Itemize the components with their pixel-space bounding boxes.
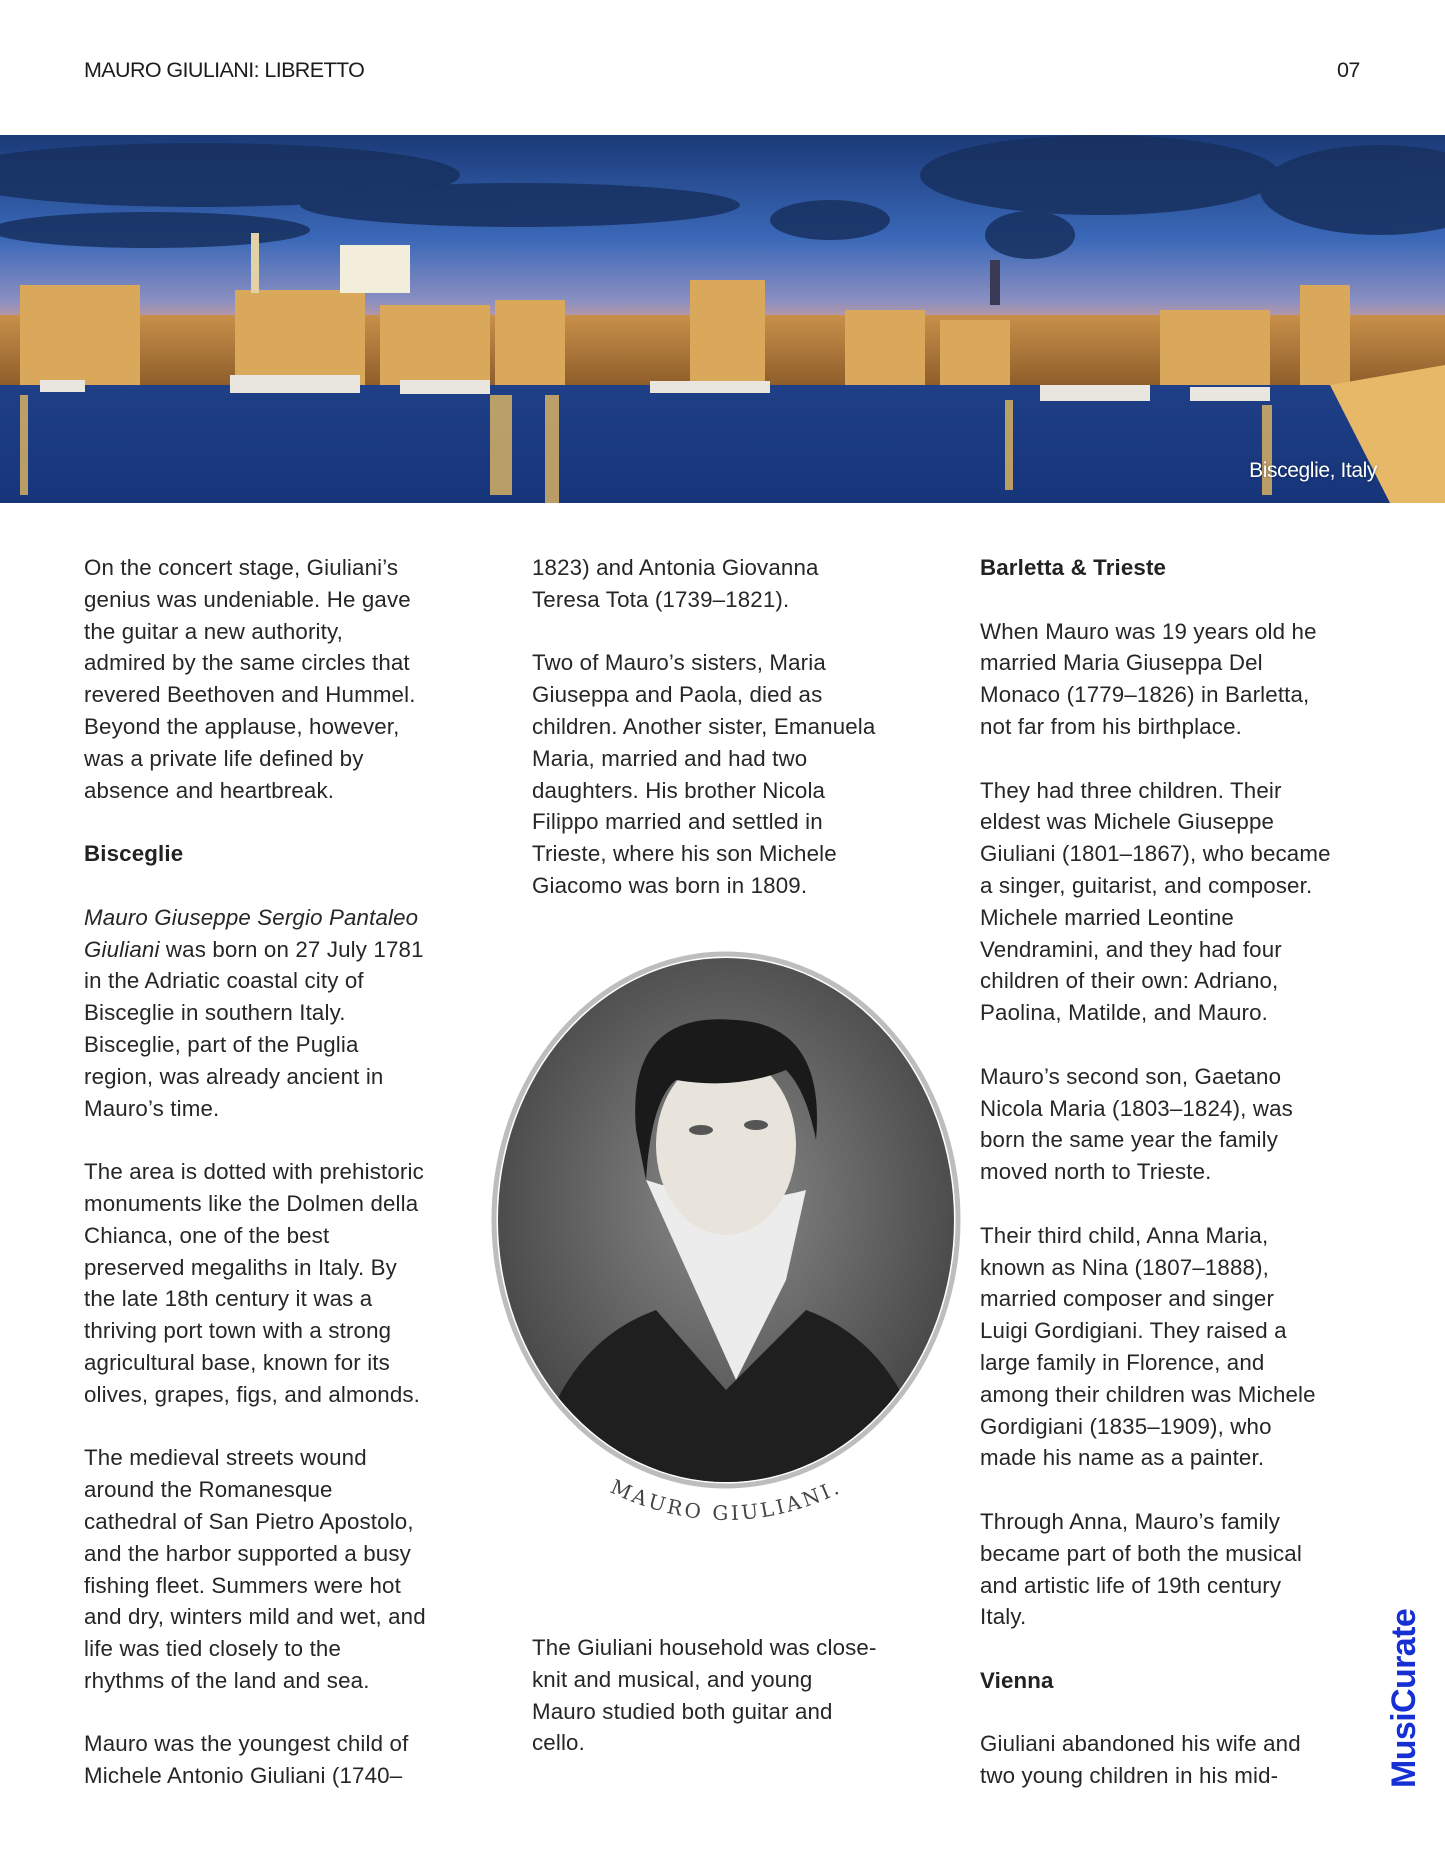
- abandoned-paragraph: Giuliani abandoned his wife and two young children in his mid-: [980, 1731, 1301, 1789]
- hero-caption: Bisceglie, Italy: [1249, 459, 1377, 482]
- text-column-1: [84, 552, 484, 1824]
- siblings-paragraph: Two of Mauro’s sisters, Maria Giuseppa and Paola, died as children. Another sister, Emanuela Maria, married and had two daughters. His brother Nicola Filippo married and settled in Trieste, where his son Michele Giacomo was born in 1809.: [532, 650, 876, 898]
- harbor-illustration: [0, 135, 1445, 503]
- page-number: 07: [1337, 58, 1360, 82]
- right-eye: [744, 1120, 768, 1130]
- parents-paragraph: 1823) and Antonia Giovanna Teresa Tota (1739–1821).: [532, 555, 819, 612]
- portrait-engraving: [486, 950, 966, 1550]
- engraved-caption: MAURO GIULIANI.: [607, 1474, 845, 1526]
- household-paragraph: The Giuliani household was close- knit and musical, and young Mauro studied both guitar and cello.: [532, 1635, 877, 1756]
- hero-photo-bisceglie: [0, 135, 1445, 503]
- area-paragraph: The area is dotted with prehistoric monuments like the Dolmen della Chianca, one of the best preserved megaliths in Italy. By the late 18th century it was a thriving port town with a strong agricultural base, known for its olives, grapes, figs, and almonds.: [84, 1159, 424, 1407]
- dome-tower: [990, 260, 1000, 305]
- running-title: MAURO GIULIANI: LIBRETTO: [84, 58, 365, 82]
- third-child-paragraph: Their third child, Anna Maria, known as Nina (1807–1888), married composer and singer Luigi Gordigiani. They raised a large family in Florence, and among their children was Michele Gordigiani (1835–1909), who made his name as a painter.: [980, 1222, 1316, 1471]
- text-column-2: [532, 552, 932, 934]
- left-eye: [689, 1125, 713, 1135]
- water: [0, 385, 1445, 503]
- medieval-paragraph: The medieval streets wound around the Romanesque cathedral of San Pietro Apostolo, and the harbor supported a busy fishing fleet. Summers were hot and dry, winters mild and wet, and life was tied closely to the rhythms of the land and sea.: [84, 1445, 426, 1693]
- marriage-paragraph: When Mauro was 19 years old he married Maria Giuseppa Del Monaco (1779–1826) in Barletta, not far from his birthplace.: [980, 618, 1317, 739]
- text-column-2-lower: [532, 1632, 932, 1759]
- musicurate-logo: MusiCurate: [1385, 1608, 1423, 1788]
- birth-paragraph: [84, 902, 484, 1125]
- second-son-paragraph: Mauro’s second son, Gaetano Nicola Maria (1803–1824), was born the same year the family moved north to Trieste.: [980, 1063, 1293, 1185]
- cathedral: [340, 245, 410, 293]
- birth-paragraph-text: was born on 27 July 1781 in the Adriatic coastal city of Bisceglie in southern Italy. Bisceglie, part of the Puglia region, was already ancient in Mauro’s time.: [84, 936, 424, 1121]
- section-heading-barletta-trieste: Barletta & Trieste: [980, 555, 1167, 580]
- birth-name-italic: Mauro Giuseppe Sergio Pantaleo Giuliani: [84, 904, 419, 962]
- text-column-3: [980, 552, 1380, 1824]
- youngest-child-paragraph: Mauro was the youngest child of Michele Antonio Giuliani (1740–: [84, 1731, 409, 1789]
- section-heading-vienna: Vienna: [980, 1667, 1054, 1693]
- portrait-illustration: [486, 950, 966, 1550]
- bell-tower: [251, 233, 259, 293]
- intro-paragraph: On the concert stage, Giuliani’s genius was undeniable. He gave the guitar a new authority, admired by the same circles that revered Beethoven and Hummel. Beyond the applause, however, was a private life defined by absence and heartbreak.: [84, 555, 416, 803]
- through-anna-paragraph: Through Anna, Mauro’s family became part of both the musical and artistic life of 19th century Italy.: [980, 1508, 1302, 1630]
- children-paragraph: They had three children. Their eldest was Michele Giuseppe Giuliani (1801–1867), who became a singer, guitarist, and composer. Michele married Leontine Vendramini, and they had four children of their own: Adriano, Paolina, Matilde, and Mauro.: [980, 777, 1331, 1026]
- section-heading-bisceglie: Bisceglie: [84, 841, 184, 867]
